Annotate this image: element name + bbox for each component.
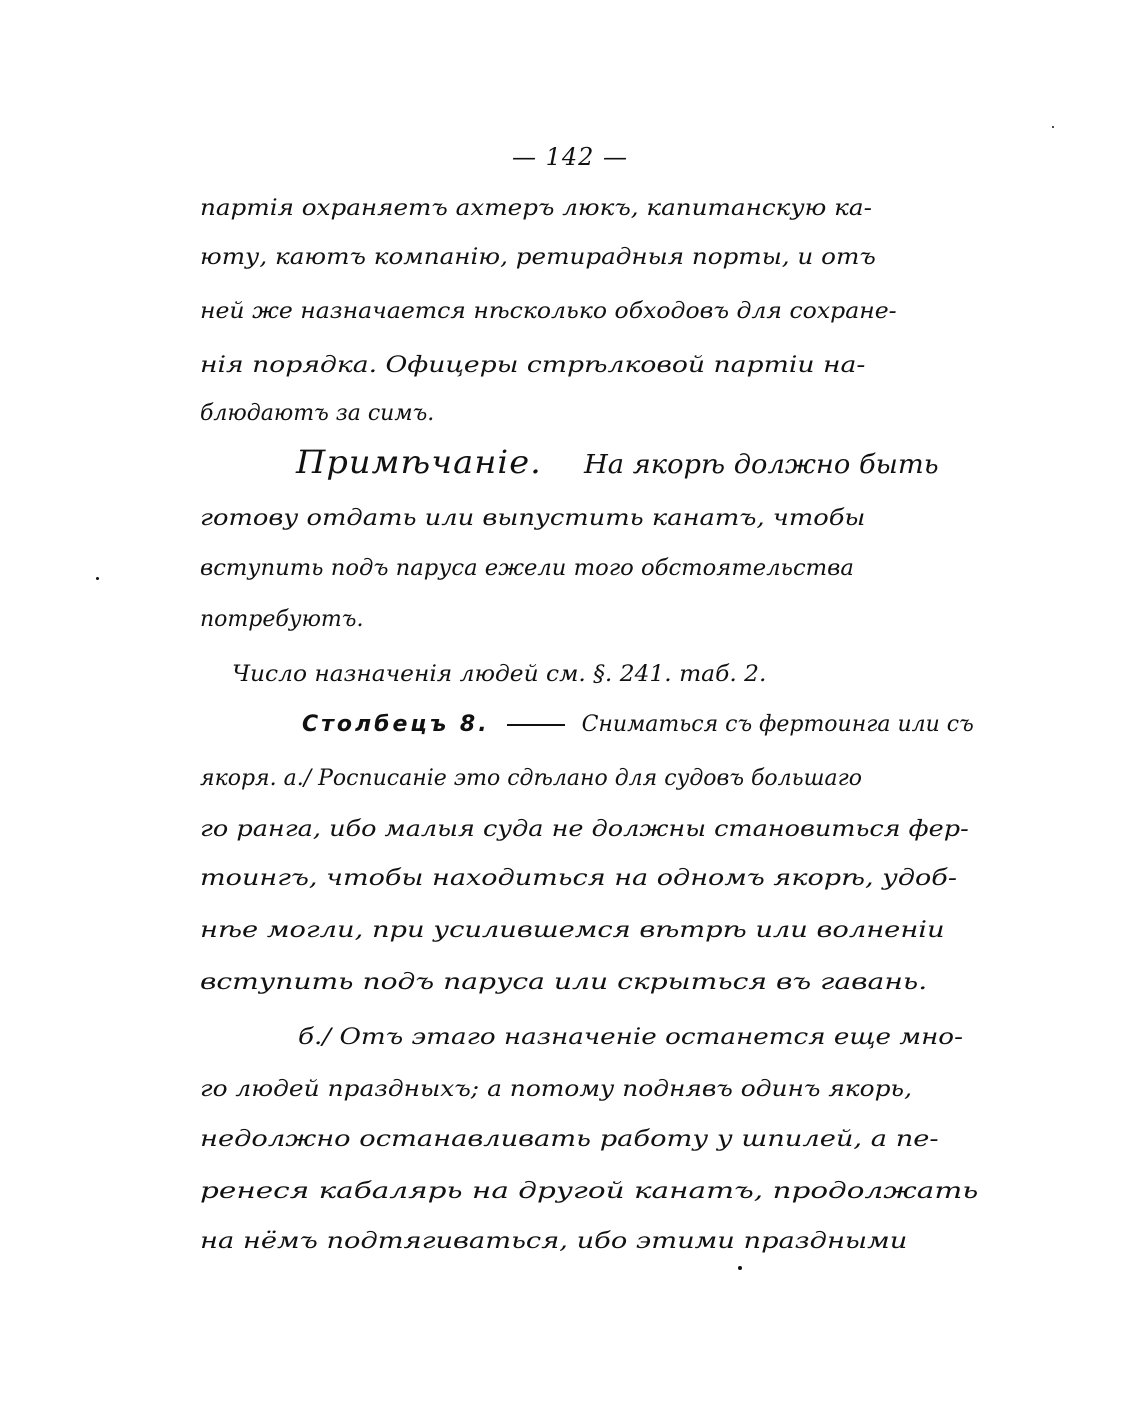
text-line: вступить подъ паруса ежели того обстоятельства	[200, 556, 854, 581]
text-line: Число назначенія людей см. §. 241. таб. 2.	[232, 662, 767, 687]
text-line: якоря. а./ Росписаніе это сдѣлано для судовъ большаго	[200, 766, 862, 791]
section-line	[302, 710, 974, 740]
text-line: на нёмъ подтягиваться, ибо этими праздными	[200, 1229, 908, 1254]
text-line: б./ Отъ этаго назначеніе останется еще мно-	[298, 1025, 963, 1050]
section-heading: Столбецъ 8.	[302, 712, 490, 737]
text-line: ней же назначается нѣсколько обходовъ для сохране-	[200, 299, 897, 324]
text-line: го ранга, ибо малыя суда не должны становиться фер-	[200, 817, 969, 842]
section-text: Сниматься съ фертоинга или съ	[581, 712, 974, 737]
ink-dot	[738, 1266, 742, 1270]
text-line: блюдаютъ за симъ.	[200, 401, 435, 426]
text-line: вступить подъ паруса или скрыться въ гавань.	[200, 970, 928, 995]
text-line: недолжно останавливать работу у шпилей, а пе-	[200, 1127, 939, 1152]
text-line: нѣе могли, при усилившемся вѣтрѣ или волненіи	[200, 918, 945, 943]
ink-dot	[1052, 126, 1054, 128]
text-line: юту, каютъ компанію, ретирадныя порты, и отъ	[200, 245, 876, 270]
text-line: готову отдать или выпустить канатъ, чтобы	[200, 506, 866, 531]
text-line: партія охраняетъ ахтеръ люкъ, капитанскую ка-	[200, 196, 872, 221]
note-line: Примѣчаніе. На якорѣ должно быть	[296, 443, 939, 481]
text-line: тоингъ, чтобы находиться на одномъ якорѣ, удоб-	[200, 866, 957, 891]
dash-divider	[507, 724, 565, 726]
text-line: го людей праздныхъ; а потому поднявъ одинъ якорь,	[200, 1077, 912, 1102]
text-line: ренеся кабалярь на другой канатъ, продолжать	[200, 1179, 979, 1204]
text-line: потребуютъ.	[200, 607, 364, 632]
ink-dot	[96, 577, 99, 580]
text-line: нія порядка. Офицеры стрѣлковой партіи на-	[200, 353, 866, 378]
note-heading: Примѣчаніе.	[296, 443, 542, 481]
page-number: — 142 —	[511, 143, 629, 171]
